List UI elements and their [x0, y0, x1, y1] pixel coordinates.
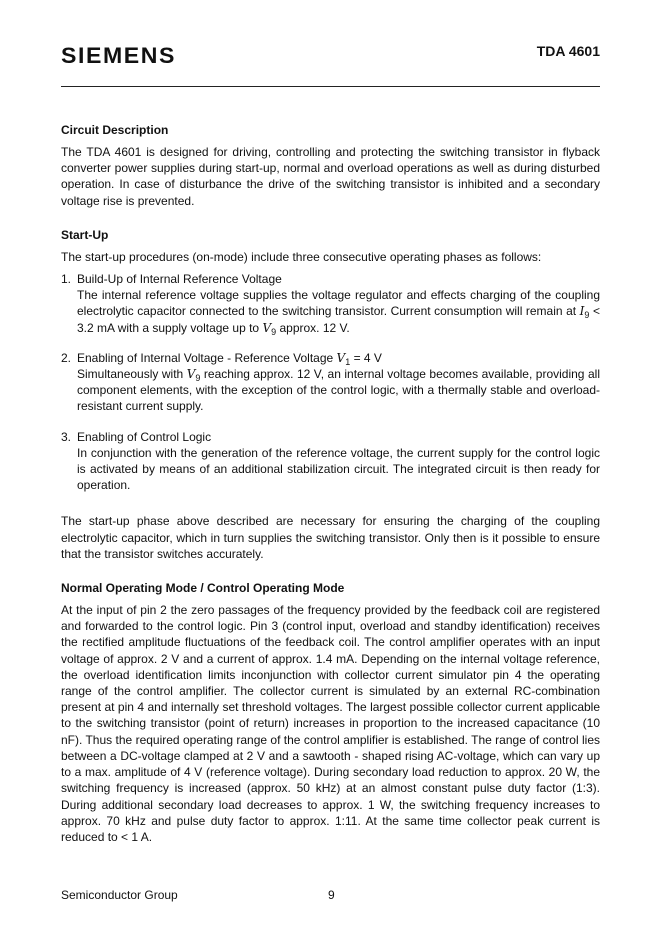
document-body	[61, 122, 600, 863]
page-footer	[61, 888, 600, 902]
footer-publisher: Semiconductor Group	[61, 888, 178, 902]
list-item-text: The internal reference voltage supplies the voltage regulator and effects charging of the coupling electrolytic capacitor connected to the switching transistor. Current consumption will remain at $I_9 < 3.2$ mA with a supply voltage up to $V_9$ approx. 12 V.	[77, 288, 600, 337]
section-circuit-description	[61, 122, 600, 209]
paragraph: The TDA 4601 is designed for driving, controlling and protecting the switching transistor in flyback converter power supplies during start-up, normal and overload operations as well as during disturbed operation. In case of disturbance the drive of the switching transistor is inhibited and a secondary voltage rise is prevented.	[61, 145, 600, 208]
list-number: 1.	[61, 272, 72, 287]
voltage-symbol: V	[186, 367, 196, 382]
voltage-symbol: V	[336, 350, 346, 365]
siemens-logo: SIEMENS	[61, 43, 177, 68]
section-title: Circuit Description	[61, 123, 169, 137]
list-number: 3.	[61, 429, 72, 444]
list-number: 2.	[61, 350, 72, 365]
header-rule	[61, 86, 600, 87]
list-item-title: Enabling of Internal Voltage - Reference Voltage $V_1 = 4$ V	[77, 350, 382, 367]
paragraph: The start-up procedures (on-mode) include three consecutive operating phases as follows:	[61, 249, 542, 264]
section-title: Start-Up	[61, 227, 109, 242]
list-item-title: Build-Up of Internal Reference Voltage	[77, 272, 282, 287]
paragraph: The start-up phase above described are necessary for ensuring the charging of the coupling electrolytic capacitor, which in turn supplies the switching transistor. Only then is it possible to ensure that the transistor switches accurately.	[61, 514, 600, 561]
section-normal-operating-mode	[61, 580, 600, 845]
section-start-up	[61, 227, 600, 562]
paragraph: At the input of pin 2 the zero passages of the frequency provided by the feedback coil are registered and forwarded to the control logic. Pin 3 (control input, overload and standby identification) receives the rectified amplitude fluctuations of the feedback coil. The control amplifier operates with an input voltage of approx. 2 V and a current of approx. 1.4 mA. Depending on the internal voltage reference, the overload identification limits inconjunction with collector current simulator pin 4 the operating range of the control amplifier. The collector current is simulated by an external RC-combination present at pin 4 and internally set threshold voltages. The largest possible collector current applicable to the switching transistor (point of return) increases in proportion to the increased capacitance (10 nF). Thus the required operating range of the control amplifier is established. The range of control lies between a DC-voltage clamped at 2 V and a sawtooth - shaped rising AC-voltage, which can vary up to a max. amplitude of 4 V (reference voltage). During secondary load reduction to approx. 20 W, the switching frequency is increased (approx. 50 kHz) at an almost constant pulse duty factor (1:3). During additional secondary load decreases to approx. 1 W, the switching frequency increases to approx. 70 kHz and pulse duty factor to approx. 1:11. At the same time collector peak current is reduced to < 1 A.	[61, 603, 600, 844]
part-number: TDA 4601	[536, 43, 600, 59]
voltage-symbol: V	[262, 320, 272, 335]
list-item-text: In conjunction with the generation of the reference voltage, the current supply for the control logic is activated by means of an additional stabilization circuit. The integrated circuit is then ready for operation.	[77, 445, 600, 493]
list-item-3	[61, 429, 600, 494]
list-item-1	[61, 271, 600, 336]
list-item-2	[61, 350, 600, 415]
section-title: Normal Operating Mode / Control Operating Mode	[61, 581, 345, 596]
current-symbol: I	[579, 304, 585, 319]
list-item-text: Simultaneously with $V_9$ reaching approx. 12 V, an internal voltage becomes available, providing all component elements, with the exception of the control logic, with a thermally stable and overload-resistant current supply.	[77, 367, 600, 414]
list-item-title: Enabling of Control Logic	[77, 429, 212, 444]
page-number: 9	[328, 888, 335, 902]
